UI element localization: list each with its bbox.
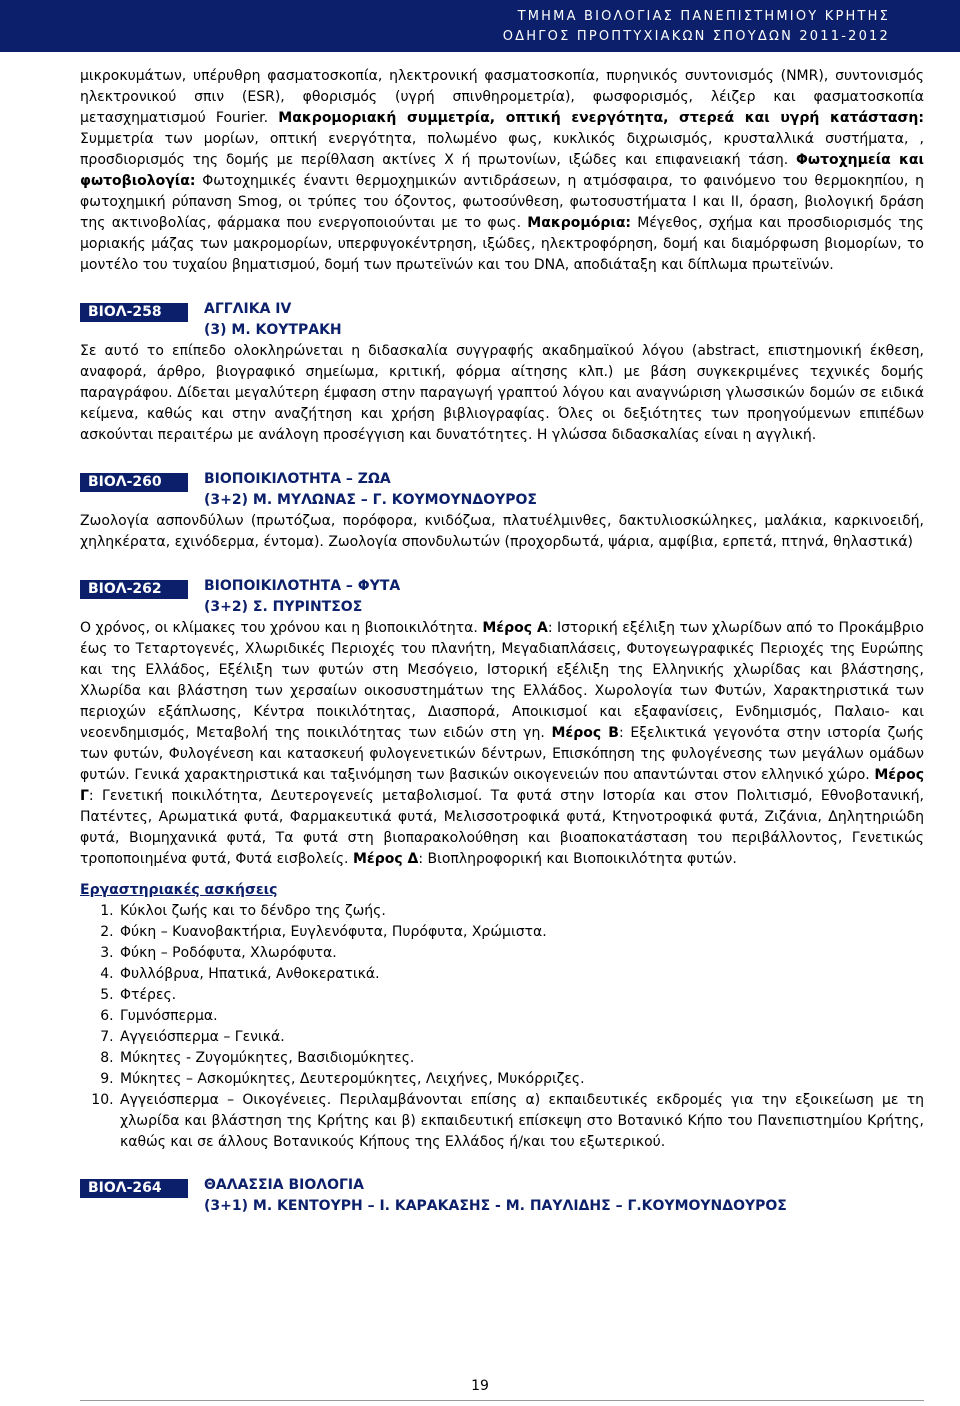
footer-divider bbox=[80, 1400, 924, 1401]
part-b-label: Μέρος Β bbox=[551, 725, 619, 741]
course-description: Ζωολογία ασπονδύλων (πρωτόζωα, πορόφορα, κνιδόζωα, πλατυέλμινθες, δακτυλιοσκώληκες, μαλάκια, καρκινοειδή, χηληκέρατα, εχινόδερμα, έντομα). Ζωολογία σπονδυλωτών (προχορδωτά, ψάρια, αμφίβια, ερπετά, πτηνά, θηλαστικά) bbox=[80, 513, 924, 550]
course-credits: (3+1) Μ. ΚΕΝΤΟΥΡΗ – Ι. ΚΑΡΑΚΑΣΗΣ - Μ. ΠΑΥΛΙΔΗΣ – Γ.ΚΟΥΜΟΥΝΔΟΥΡΟΣ bbox=[204, 1198, 787, 1214]
course-code: ΒΙΟΛ-258 bbox=[80, 303, 188, 322]
course-biol-262 bbox=[80, 576, 924, 1153]
intro-text-3: Φωτοχημικές έναντι θερμοχημικών αντιδράσεων, η ατμόσφαιρα, το φαινόμενο του θερμοκηπίου, η φωτοχημική ρύπανση Smog, οι τρύπες του όζοντος, φωτοσύνθεση, φωτοσυστήματα I και II, όραση, βιολογική δράση της ακτινοβολίας, φάρμακα που ενεργοποιούνται με το φως. bbox=[80, 173, 924, 231]
page-number: 19 bbox=[471, 1378, 489, 1394]
course-credits: (3) Μ. ΚΟΥΤΡΑΚΗ bbox=[204, 322, 342, 338]
course-title: ΒΙΟΠΟΙΚΙΛΟΤΗΤΑ – ΦΥΤΑ bbox=[204, 578, 401, 594]
guide-title: ΟΔΗΓΟΣ ΠΡΟΠΤΥΧΙΑΚΩΝ ΣΠΟΥΔΩΝ 2011-2012 bbox=[502, 29, 890, 44]
lab-exercises-heading: Εργαστηριακές ασκήσεις bbox=[80, 882, 278, 898]
course-title: ΘΑΛΑΣΣΙΑ ΒΙΟΛΟΓΙΑ bbox=[204, 1177, 364, 1193]
list-item: 6. Γυμνόσπερμα. bbox=[118, 1006, 924, 1027]
part-d-label: Μέρος Δ bbox=[352, 851, 419, 867]
course-biol-264 bbox=[80, 1175, 924, 1217]
intro-heading-photochem: Φωτοχημεία και φωτοβιολογία: bbox=[80, 152, 924, 189]
course-title: ΑΓΓΛΙΚΑ IV bbox=[204, 301, 292, 317]
course-code: ΒΙΟΛ-260 bbox=[80, 473, 188, 492]
course-biol-260 bbox=[80, 469, 924, 553]
list-item: 1. Κύκλοι ζωής και το δένδρο της ζωής. bbox=[118, 901, 924, 922]
course-credits: (3+2) Μ. ΜΥΛΩΝΑΣ – Γ. ΚΟΥΜΟΥΝΔΟΥΡΟΣ bbox=[204, 492, 537, 508]
list-item: 4. Φυλλόβρυα, Ηπατικά, Ανθοκερατικά. bbox=[118, 964, 924, 985]
course-code: ΒΙΟΛ-264 bbox=[80, 1179, 188, 1198]
list-item: 9. Μύκητες – Ασκομύκητες, Δευτερομύκητες, Λειχήνες, Μυκόρριζες. bbox=[118, 1069, 924, 1090]
list-item: 2. Φύκη – Κυανοβακτήρια, Ευγλενόφυτα, Πυρόφυτα, Χρώμιστα. bbox=[118, 922, 924, 943]
course-biol-258 bbox=[80, 299, 924, 446]
part-c-label: Μέρος Γ bbox=[80, 767, 924, 804]
intro-text-2: Συμμετρία των μορίων, οπτική ενεργότητα, πολωμένο φως, κυκλικός διχρωισμός, κρυσταλλικά συστήματα, , προσδιορισμός της δομής με περίθλαση ακτίνες Χ ή πρωτονίων, ιξώδες και επιφανειακή τάση. bbox=[80, 131, 924, 168]
desc-text-2: : Ιστορική εξέλιξη των χλωρίδων από το Προκάμβριο έως το Τεταρτογενές, Χλωριδικές Περιοχές του πλανήτη, Μεγαδιαπλάσεις, Φυτογεωγραφικές Περιοχές της Ευρώπης και της Ελλάδος, Εξέλιξη των φυτών στη Μεσόγειο, Ιστορική εξέλιξη της Ελληνικής χλωρίδας και βλάστησης, Χλωρίδα και βλάστηση των χερσαίων οικοσυστημάτων της Ελλάδος. Χωρολογία των Φυτών, Χαρακτηριστικά των περιοχών εξάπλωσης, Κέντρα ποικιλότητας, Διασπορά, Αποικισμοί και εξαφανίσεις, Ενδημισμός, Παλαιο- και νεοενδημισμός, Μεταβολή της ποικιλότητας των ειδών στη γη. bbox=[80, 620, 924, 741]
desc-text-4: : Γενετική ποικιλότητα, Δευτερογενείς μεταβολισμοί. Τα φυτά στην Ιστορία και στον Πολιτισμό, Εθνοβοτανική, Πατέντες, Αρωματικά φυτά, Φαρμακευτικά φυτά, Μελισσοτροφικά φυτά, Κτηνοτροφικά φυτά, Ζιζάνια, Δηλητηριώδη φυτά, Βιομηχανικά φυτά, Τα φυτά στη βιοπαρακολούθηση και βιοαποκατάσταση του περιβάλλοντος, Γενετικώς τροποποιημένα φυτά, Φυτά εισβολείς. bbox=[80, 788, 924, 867]
intro-heading-macromolecules: Μακρομόρια: bbox=[527, 215, 632, 231]
desc-text-3: : Εξελικτικά γεγονότα στην ιστορία ζωής των φυτών, Φυλογένεση και κατασκευή φυλογενετικών δέντρων, Επισκόπηση της φυλογένεσης των μεγάλων ομάδων φυτών. Γενικά χαρακτηριστικά και ταξινόμηση των βασικών οικογενειών που απαντώνται στον ελληνικό χώρο. bbox=[80, 725, 924, 783]
list-item: 3. Φύκη – Ροδόφυτα, Χλωρόφυτα. bbox=[118, 943, 924, 964]
page-content bbox=[80, 66, 924, 1217]
intro-text-4: Μέγεθος, σχήμα και προσδιορισμός της μοριακής μάζας των μακρομορίων, υπερφυγοκέντρηση, ιξώδες, ηλεκτροφόρηση, δομή και διαμόρφωση βιομορίων, το μοντέλο του τυχαίου βηματισμού, δομή των πρωτεϊνών και του DNA, αποδιάταξη και δίπλωμα πρωτεϊνών. bbox=[80, 215, 924, 273]
intro-text-1: μικροκυμάτων, υπέρυθρη φασματοσκοπία, ηλεκτρονική φασματοσκοπία, πυρηνικός συντονισμός (NMR), συντονισμός ηλεκτρονικού σπιν (ESR), φθορισμός (υγρή σπινθηρομετρία), φωσφορισμός, λέιζερ και φασματοσκοπία μετασχηματισμού Fourier. bbox=[80, 68, 924, 126]
lab-exercises-list bbox=[80, 901, 924, 1153]
desc-text-1: Ο χρόνος, οι κλίμακες του χρόνου και η βιοποικιλότητα. bbox=[80, 620, 483, 636]
intro-paragraph bbox=[80, 66, 924, 276]
list-item: 8. Μύκητες - Ζυγομύκητες, Βασιδιομύκητες. bbox=[118, 1048, 924, 1069]
course-credits: (3+2) Σ. ΠΥΡΙΝΤΣΟΣ bbox=[204, 599, 363, 615]
part-a-label: Μέρος Α bbox=[482, 620, 548, 636]
course-description bbox=[80, 618, 924, 870]
list-item: 5. Φτέρες. bbox=[118, 985, 924, 1006]
course-description: Σε αυτό το επίπεδο ολοκληρώνεται η διδασκαλία συγγραφής ακαδημαϊκού λόγου (abstract, επιστημονική έκθεση, αναφορά, άρθρο, βιογραφικό σημείωμα, κριτική, φόρμα αίτησης κλπ.) με βάση συγκεκριμένες τεχνικές δομής παραγράφου. Δίδεται μεγαλύτερη έμφαση στην παραγωγή γραπτού λόγου και αναγνώριση γλωσσικών δομών σε ειδικά κείμενα, καθώς και στην αναζήτηση και χρήση βιβλιογραφίας. Όλες οι δεξιότητες των προηγούμενων επιπέδων ασκούνται περαιτέρω με ανάλογη προσέγγιση και δυνατότητες. Η γλώσσα διδασκαλίας είναι η αγγλική. bbox=[80, 343, 924, 443]
department-title: ΤΜΗΜΑ ΒΙΟΛΟΓΙΑΣ ΠΑΝΕΠΙΣΤΗΜΙΟΥ ΚΡΗΤΗΣ bbox=[517, 9, 890, 24]
page-header bbox=[0, 0, 960, 52]
list-item: 10. Αγγειόσπερμα – Οικογένειες. Περιλαμβάνονται επίσης α) εκπαιδευτικές εκδρομές για την εξοικείωση με τη χλωρίδα και βλάστηση της Κρήτης και β) εκπαιδευτική επίσκεψη στο Βοτανικό Κήπο του Πανεπιστημίου Κρήτης, καθώς και σε άλλους Βοτανικούς Κήπους της Ελλάδος ή/και του εξωτερικού. bbox=[118, 1090, 924, 1153]
desc-text-5: : Βιοπληροφορική και Βιοποικιλότητα φυτών. bbox=[418, 851, 737, 867]
intro-heading-symmetry: Μακρομοριακή συμμετρία, οπτική ενεργότητα, στερεά και υγρή κατάσταση: bbox=[278, 110, 924, 126]
list-item: 7. Αγγειόσπερμα – Γενικά. bbox=[118, 1027, 924, 1048]
course-code: ΒΙΟΛ-262 bbox=[80, 580, 188, 599]
course-title: ΒΙΟΠΟΙΚΙΛΟΤΗΤΑ – ΖΩΑ bbox=[204, 471, 391, 487]
